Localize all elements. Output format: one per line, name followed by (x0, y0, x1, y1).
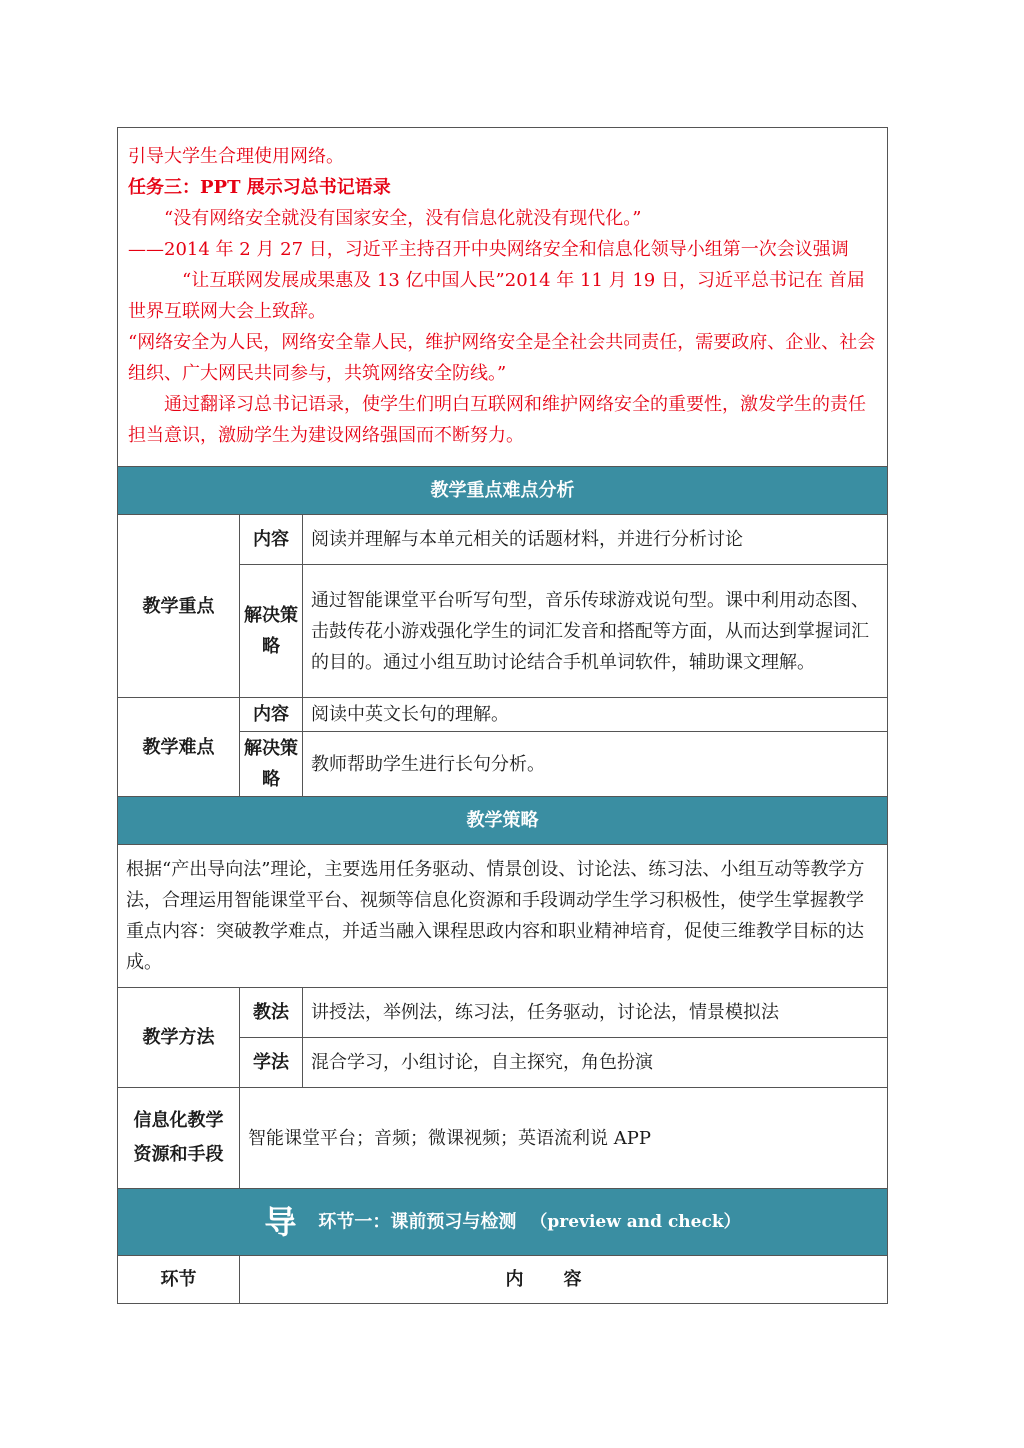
difficulty-strategy-label: 解决策略 (240, 732, 303, 797)
task3-heading: 任务三：PPT 展示习总书记语录 (128, 177, 391, 198)
stage-header-row (118, 1189, 888, 1256)
difficulty-content-row (118, 698, 888, 732)
key-strategy-label: 解决策略 (240, 565, 303, 698)
strategy-header: 教学策略 (118, 797, 888, 845)
column-header-row (118, 1256, 888, 1304)
intro-summary: 通过翻译习总书记语录，使学生们明白互联网和维护网络安全的重要性，激发学生的责任担当意识，激励学生为建设网络强国而不断努力。 (128, 394, 866, 446)
methods-label: 教学方法 (118, 988, 240, 1088)
strategy-text-row (118, 845, 888, 988)
intro-line1: 引导大学生合理使用网络。 (128, 146, 344, 167)
intro-cell (118, 128, 888, 467)
quote1: “没有网络安全就没有国家安全，没有信息化就没有现代化。” (164, 208, 642, 229)
intro-row (118, 128, 888, 467)
resources-label: 信息化教学资源和手段 (118, 1088, 240, 1189)
resources-row (118, 1088, 888, 1189)
source1: ——2014 年 2 月 27 日，习近平主持召开中央网络安全和信息化领导小组第一次会议强调 (128, 239, 849, 260)
column-content-text: 内容 (505, 1269, 622, 1290)
resources-text: 智能课堂平台；音频；微课视频；英语流利说 APP (240, 1088, 888, 1189)
lesson-plan-page (117, 127, 887, 1304)
stage-glyph: 导 (264, 1202, 297, 1241)
analysis-header-row (118, 467, 888, 515)
strategy-text: 根据“产出导向法”理论，主要选用任务驱动、情景创设、讨论法、练习法、小组互动等教学方法，合理运用智能课堂平台、视频等信息化资源和手段调动学生学习积极性，使学生掌握教学重点内容：突破教学难点，并适当融入课程思政内容和职业精神培育，促使三维教学目标的达成。 (118, 845, 888, 988)
key-point-label: 教学重点 (118, 515, 240, 698)
difficulty-label: 教学难点 (118, 698, 240, 797)
difficulty-content-label: 内容 (240, 698, 303, 732)
method-teach-row (118, 988, 888, 1038)
stage-title-en: （preview and check） (530, 1212, 741, 1232)
difficulty-strategy-text: 教师帮助学生进行长句分析。 (303, 732, 888, 797)
column-stage-label: 环节 (118, 1256, 240, 1304)
difficulty-content-text: 阅读中英文长句的理解。 (303, 698, 888, 732)
analysis-header: 教学重点难点分析 (118, 467, 888, 515)
teach-method-text: 讲授法，举例法，练习法，任务驱动，讨论法，情景模拟法 (303, 988, 888, 1038)
learn-method-text: 混合学习，小组讨论，自主探究，角色扮演 (303, 1038, 888, 1088)
column-content-label (240, 1256, 888, 1304)
stage-title: 环节一：课前预习与检测 (318, 1211, 517, 1233)
key-content-text: 阅读并理解与本单元相关的话题材料，并进行分析讨论 (303, 515, 888, 565)
lesson-plan-table (117, 127, 888, 1304)
quote3: “网络安全为人民，网络安全靠人民，维护网络安全是全社会共同责任，需要政府、企业、社会组织、广大网民共同参与，共筑网络安全防线。” (128, 332, 876, 384)
quote2: “让互联网发展成果惠及 13 亿中国人民”2014 年 11 月 19 日，习近平总书记在 首届世界互联网大会上致辞。 (128, 270, 865, 322)
key-content-label: 内容 (240, 515, 303, 565)
key-strategy-text: 通过智能课堂平台听写句型，音乐传球游戏说句型。课中利用动态图、击鼓传花小游戏强化学生的词汇发音和搭配等方面，从而达到掌握词汇的目的。通过小组互助讨论结合手机单词软件，辅助课文理解。 (303, 565, 888, 698)
learn-method-label: 学法 (240, 1038, 303, 1088)
stage-header (118, 1189, 888, 1256)
strategy-header-row (118, 797, 888, 845)
teach-method-label: 教法 (240, 988, 303, 1038)
key-content-row (118, 515, 888, 565)
